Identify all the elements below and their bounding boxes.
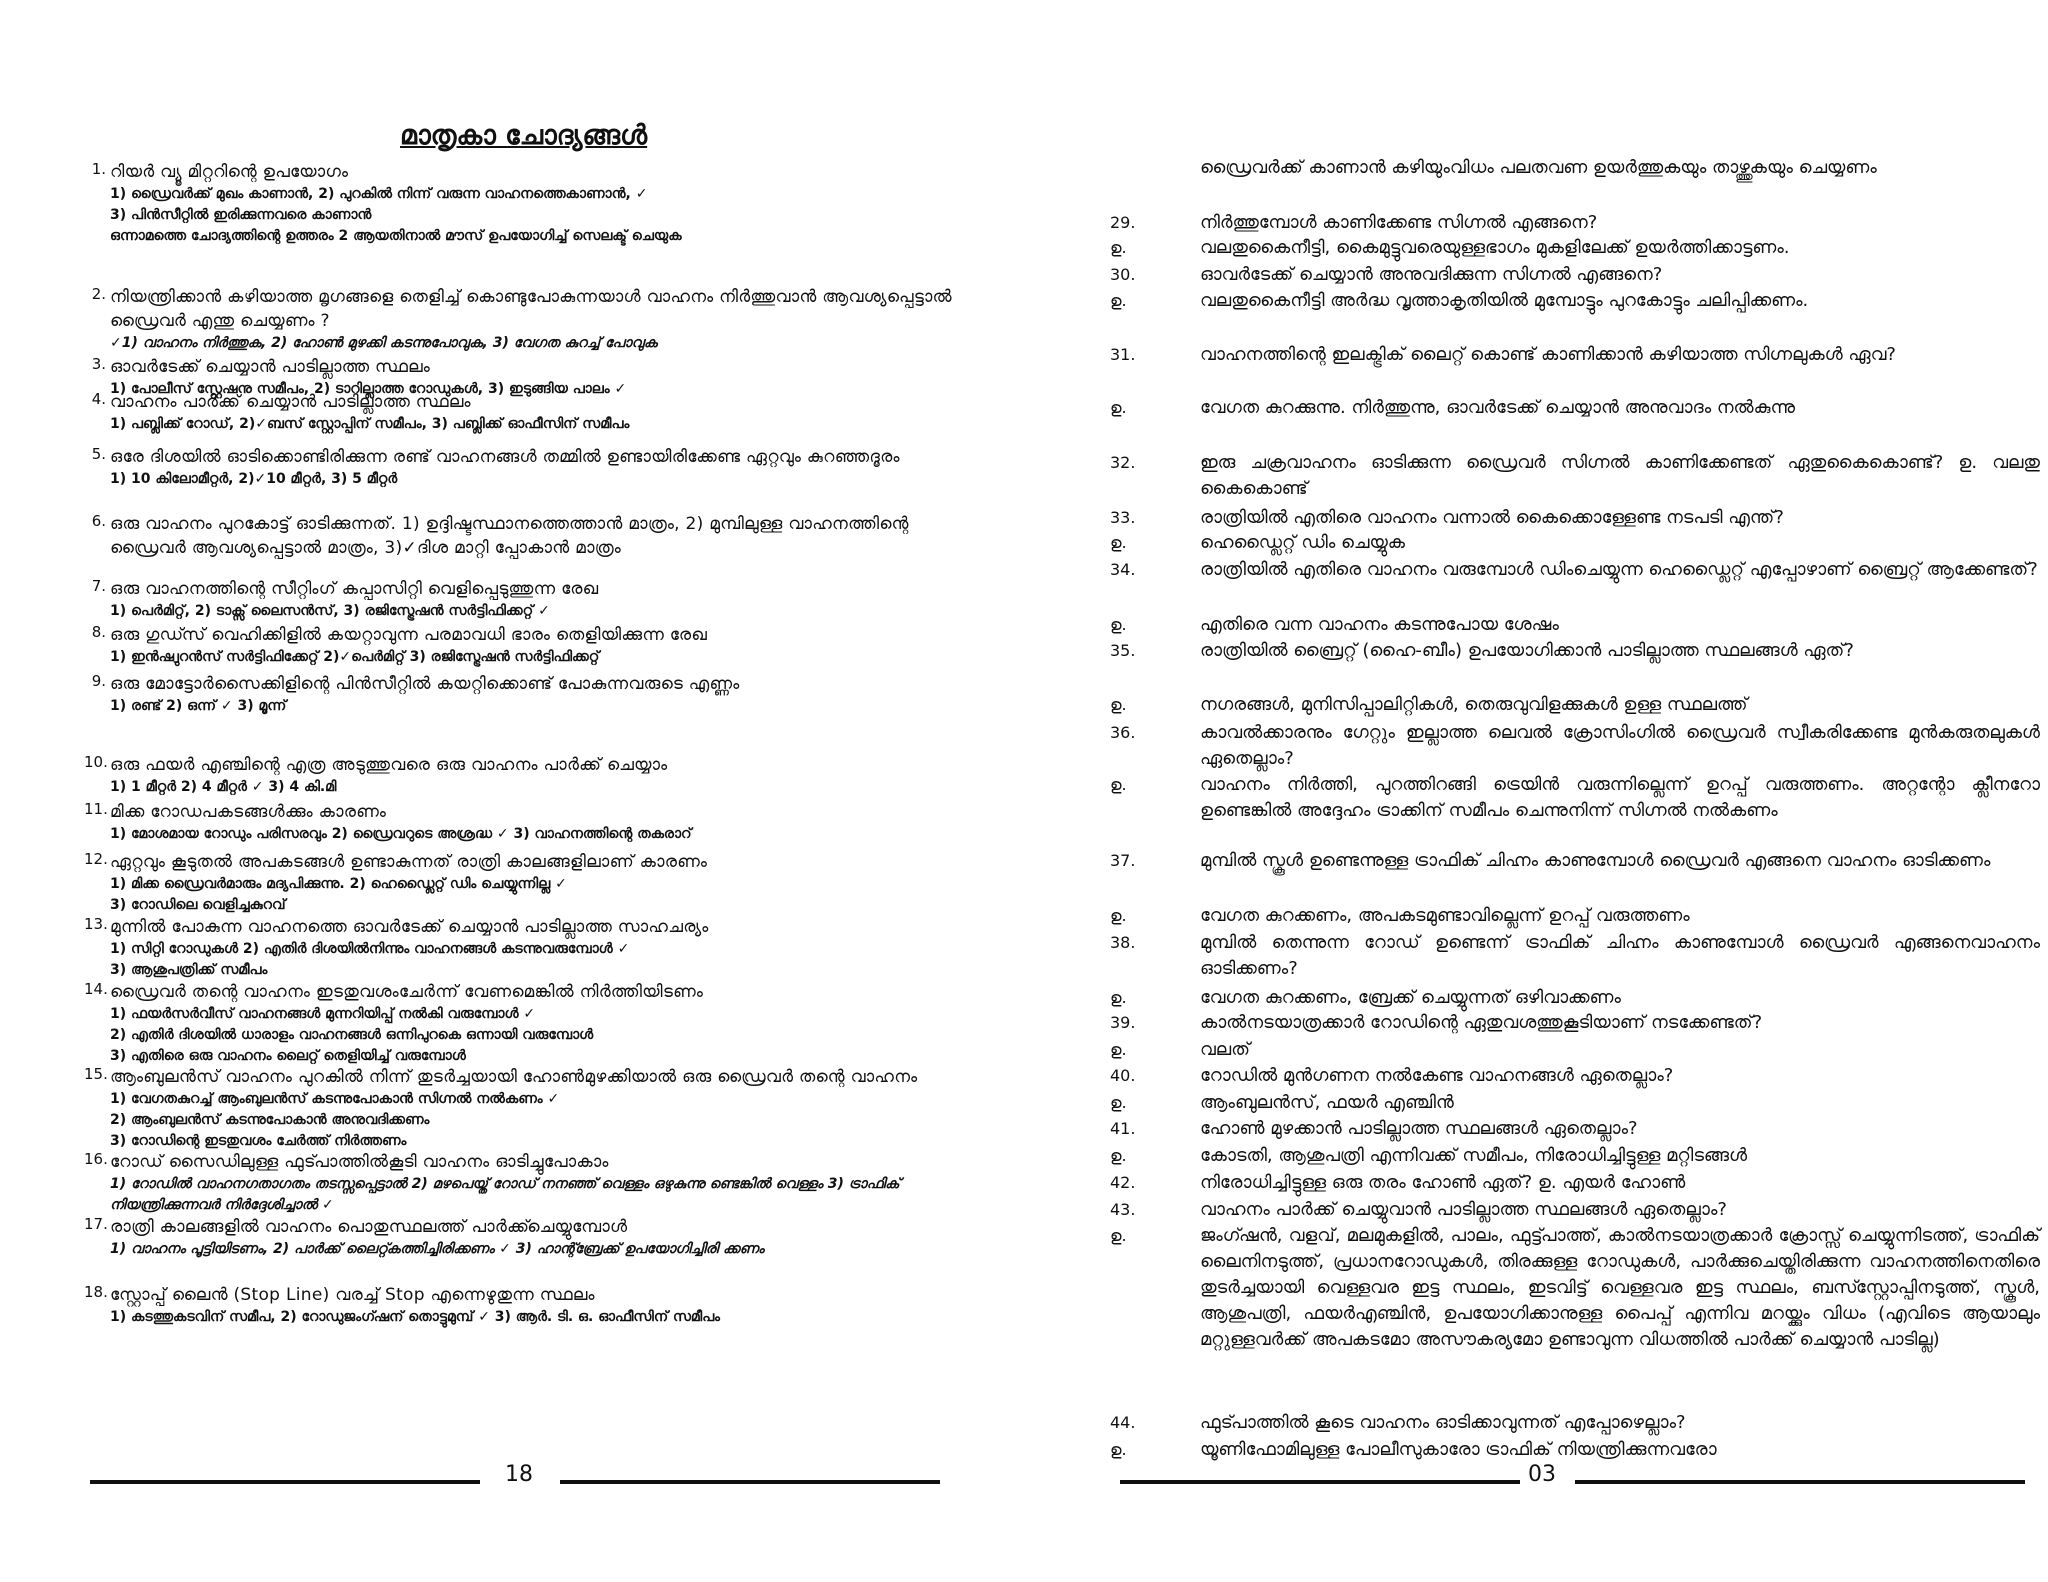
question-number: 4. <box>91 390 106 408</box>
item-text: വാഹനം പാർക്ക് ചെയ്യുവാൻ പാടില്ലാത്ത സ്ഥലങ്ങൾ ഏതെല്ലാം? <box>1200 1199 1727 1220</box>
footer-rule-right <box>560 1480 940 1484</box>
question-text: സ്റ്റോപ്പ് ലൈൻ (Stop Line) വരച്ച് Stop എന്നെഴുതുന്ന സ്ഥലം <box>110 1285 595 1305</box>
answer-item <box>1110 1037 2040 1063</box>
answer-options: 1) റോഡിൽ വാഹനഗതാഗതം തടസ്സപ്പെട്ടാൽ 2) മഴപെയ്ത് റോഡ് നനഞ്ഞ് വെള്ളം ഒഴുകുന്നു ണ്ടെങ്കിൽ വെള്ളം 3) ട്രാഫിക് നിയന്ത്രിക്കുന്നവർ നിർദ്ദേശിച്ചാൽ ✓ <box>110 1176 900 1213</box>
question-item <box>1110 210 2040 236</box>
item-number: ഉ. <box>1110 291 1127 310</box>
item-number: 35. <box>1110 641 1136 660</box>
item-number: ഉ. <box>1110 1093 1127 1112</box>
question-text: റോഡ് സൈഡിലുള്ള ഫുട്പാത്തിൽകൂടി വാഹനം ഓടിച്ചുപോകാം <box>110 1152 609 1172</box>
answer-item <box>1110 692 2040 718</box>
question-number: 3. <box>91 355 106 373</box>
question-item <box>1110 638 2040 664</box>
answer-options: 1) രണ്ട് 2) ഒന്ന് ✓ 3) മൂന്ന് <box>110 698 287 714</box>
question-number: 9. <box>91 672 106 690</box>
item-text: ഓവർടേക്ക് ചെയ്യാൻ അനുവദിക്കുന്ന സിഗ്നൽ എങ്ങനെ? <box>1200 264 1663 285</box>
question-item <box>91 512 970 560</box>
answer-options: 3) റോഡിന്റെ ഇടതുവശം ചേർത്ത് നിർത്തണം <box>110 1133 407 1149</box>
question-number: 11. <box>84 800 108 818</box>
question-text: ഒരു ഗുഡ്സ് വെഹിക്കിളിൽ കയറ്റാവുന്ന പരമാവധി ഭാരം തെളിയിക്കുന്ന രേഖ <box>110 625 708 645</box>
item-text: എതിരെ വന്ന വാഹനം കടന്നുപോയ ശേഷം <box>1200 614 1559 635</box>
question-text: റിയർ വ്യൂ മിറ്ററിന്റെ ഉപയോഗം <box>110 162 349 182</box>
question-item <box>84 1215 970 1260</box>
item-number: ഉ. <box>1110 988 1127 1007</box>
item-number: ഉ. <box>1110 1040 1127 1059</box>
item-text: വലതുകൈനീട്ടി അർദ്ധ വൃത്താകൃതിയിൽ മുമ്പോട്ടും പുറകോട്ടും ചലിപ്പിക്കണം. <box>1200 290 1809 311</box>
question-text: നിയന്ത്രിക്കാൻ കഴിയാത്ത മൃഗങ്ങളെ തെളിച്ച് കൊണ്ടുപോകുന്നയാൾ വാഹനം നിർത്തുവാൻ ആവശ്യപ്പെട്ടാൽ ഡ്രൈവർ എന്തു ചെയ്യണം ? <box>110 287 952 331</box>
answer-options: 1) മിക്ക ഡ്രൈവർമാരും മദ്യപിക്കുന്നു. 2) ഹെഡ്ലൈറ്റ് ഡിം ചെയ്യുന്നില്ല ✓ <box>110 876 567 892</box>
item-number: ഉ. <box>1110 1440 1127 1459</box>
answer-options: 1) പബ്ലിക്ക് റോഡ്, 2)✓ബസ് സ്റ്റോപ്പിന് സമീപം, 3) പബ്ലിക്ക് ഓഫീസിന് സമീപം <box>110 416 630 432</box>
item-text: ഫുട്പാത്തിൽ കൂടെ വാഹനം ഓടിക്കാവുന്നത് എപ്പോഴെല്ലാം? <box>1200 1412 1686 1433</box>
item-text: വലതുകൈനീട്ടി, കൈമുട്ടുവരെയുള്ളഭാഗം മുകളിലേക്ക് ഉയർത്തിക്കാട്ടണം. <box>1200 237 1790 258</box>
footer-rule-left <box>90 1480 480 1484</box>
question-item <box>1110 1116 2040 1142</box>
question-item <box>1110 1170 2040 1196</box>
question-item <box>91 390 970 435</box>
item-number: 40. <box>1110 1066 1136 1085</box>
question-item <box>84 753 970 798</box>
question-text: ഡ്രൈവർ തന്റെ വാഹനം ഇടതുവശംചേർന്ന് വേണമെങ്കിൽ നിർത്തിയിടണം <box>110 982 704 1002</box>
question-number: 16. <box>84 1150 108 1168</box>
question-number: 18. <box>84 1283 108 1301</box>
question-number: 14. <box>84 980 108 998</box>
answer-options: 2) എതിർ ദിശയിൽ ധാരാളം വാഹനങ്ങൾ ഒന്നിപുറകെ ഒന്നായി വരുമ്പോൾ <box>110 1027 594 1043</box>
item-number: 41. <box>1110 1119 1136 1138</box>
footer-rule-left <box>1120 1480 1520 1484</box>
question-item <box>1110 1410 2040 1436</box>
question-item <box>91 672 970 717</box>
item-text: വേഗത കുറക്കണം, അപകടമുണ്ടാവില്ലെന്ന് ഉറപ്പ് വരുത്തണം <box>1200 905 1690 926</box>
question-item <box>84 1065 970 1152</box>
question-item <box>1110 720 2040 772</box>
question-item <box>84 980 970 1067</box>
item-number: 44. <box>1110 1413 1136 1432</box>
item-text: യൂണിഫോമിലുള്ള പോലീസുകാരോ ട്രാഫിക് നിയന്ത്രിക്കുന്നവരോ <box>1200 1439 1717 1460</box>
answer-options: 1) വേഗതകുറച്ച് ആംബുലൻസ് കടന്നുപോകാൻ സിഗ്നൽ നൽകണം ✓ <box>110 1091 560 1107</box>
answer-item <box>1110 235 2040 261</box>
item-number: ഉ. <box>1110 238 1127 257</box>
question-text: രാത്രി കാലങ്ങളിൽ വാഹനം പൊതുസ്ഥലത്ത് പാർക്ക്ചെയ്യുമ്പോൾ <box>110 1217 628 1237</box>
item-number: 31. <box>1110 345 1136 364</box>
answer-options: 3) പിൻസീറ്റിൽ ഇരിക്കുന്നവരെ കാണാൻ <box>110 207 372 223</box>
question-item <box>1110 848 2040 874</box>
item-text: ഡ്രൈവർക്ക് കാണാൻ കഴിയുംവിധം പലതവണ ഉയർത്തുകയും താഴ്ത്തുകയും ചെയ്യണം <box>1200 157 1877 178</box>
question-number: 8. <box>91 623 106 641</box>
question-item <box>84 1283 970 1328</box>
question-number: 17. <box>84 1215 108 1233</box>
question-item <box>91 577 970 622</box>
item-text: നിർത്തുമ്പോൾ കാണിക്കേണ്ട സിഗ്നൽ എങ്ങനെ? <box>1200 212 1598 233</box>
answer-options: 3) എതിരെ ഒരു വാഹനം ലൈറ്റ് തെളിയിച്ച് വരുമ്പോൾ <box>110 1048 466 1064</box>
item-text: നഗരങ്ങൾ, മുനിസിപ്പാലിറ്റികൾ, തെരുവുവിളക്കുകൾ ഉള്ള സ്ഥലത്ത് <box>1200 694 1748 715</box>
answer-options: 2) ആംബുലൻസ് കടന്നുപോകാൻ അനുവദിക്കണം <box>110 1112 430 1128</box>
item-number: ഉ. <box>1110 615 1127 634</box>
question-text: ഒരു വാഹനം പുറകോട്ട് ഓടിക്കുന്നത്. 1) ഉദ്ദിഷ്ടസ്ഥാനത്തെത്താൻ മാത്രം, 2) മുമ്പിലുള്ള വാഹനത്തിന്റെ ഡ്രൈവർ ആവശ്യപ്പെട്ടാൽ മാത്രം, 3)✓ദിശ മാറ്റി പ്പോകാൻ മാത്രം <box>110 514 909 558</box>
question-text: ഒരു വാഹനത്തിന്റെ സീറ്റിംഗ് കപ്പാസിറ്റി വെളിപ്പെടുത്തുന്ന രേഖ <box>110 579 599 599</box>
item-text: മുമ്പിൽ സ്കൂൾ ഉണ്ടെന്നുള്ള ട്രാഫിക് ചിഹ്നം കാണുമ്പോൾ ഡ്രൈവർ എങ്ങനെ വാഹനം ഓടിക്കണം <box>1200 850 1991 871</box>
page-title: മാതൃകാ ചോദ്യങ്ങൾ <box>400 120 648 151</box>
question-text: ഒരു ഫയർ എഞ്ചിന്റെ എത്ര അടുത്തുവരെ ഒരു വാഹനം പാർക്ക് ചെയ്യാം <box>110 755 668 775</box>
question-item <box>84 850 970 916</box>
item-number: 38. <box>1110 933 1136 952</box>
answer-item <box>1110 1090 2040 1116</box>
question-text: മിക്ക റോഡപകടങ്ങൾക്കും കാരണം <box>110 802 387 822</box>
question-number: 2. <box>91 285 106 303</box>
item-text: രാത്രിയിൽ എതിരെ വാഹനം വരുമ്പോൾ ഡിംചെയ്യുന്ന ഹെഡ്ലൈറ്റ് എപ്പോഴാണ് ബ്രൈറ്റ് ആക്കേണ്ടത്? <box>1200 559 2038 580</box>
item-text: ആംബുലൻസ്, ഫയർ എഞ്ചിൻ <box>1200 1092 1454 1113</box>
question-item <box>1110 342 2040 368</box>
answer-item <box>1110 1223 2040 1353</box>
answer-options: 1) ഇൻഷ്വുറൻസ് സർട്ടിഫിക്കേറ്റ് 2)✓പെർമിറ്റ് 3) രജിസ്ട്രേഷൻ സർട്ടിഫിക്കറ്റ് <box>110 649 600 665</box>
question-item <box>91 445 970 490</box>
item-text: ജംഗ്ഷൻ, വളവ്, മലമുകളിൽ, പാലം, ഫുട്ട്പാത്ത്, കാൽനടയാത്രക്കാർ ക്രോസ്സ് ചെയ്യുന്നിടത്ത്, ട്രാഫിക് ലൈനിനടുത്ത്, പ്രധാനറോഡുകൾ, തിരക്കുള്ള റോഡുകൾ, പാർക്കുചെയ്തിരിക്കുന്ന വാഹനത്തിനെതിരെ തുടർച്ചയായി വെള്ളവര ഇട്ട സ്ഥലം, ഇടവിട്ട് വെള്ളവര ഇട്ട സ്ഥലം, ബസ്സ്റ്റോപ്പിനടുത്ത്, സ്കൂൾ, ആശുപത്രി, ഫയർഎഞ്ചിൻ, ഉപയോഗിക്കാനുള്ള പൈപ്പ് എന്നിവ മറയ്ക്കും വിധം (എവിടെ ആയാലും മറ്റുള്ളവർക്ക് അപകടമോ അസൗകര്യമോ ഉണ്ടാവുന്ന വിധത്തിൽ പാർക്ക് ചെയ്യാൻ പാടില്ല) <box>1200 1225 2040 1350</box>
item-number: ഉ. <box>1110 1226 1127 1245</box>
answer-item <box>1110 772 2040 824</box>
question-item <box>84 800 970 845</box>
answer-item <box>1110 1437 2040 1463</box>
answer-options: 1) പോലീസ് സ്റ്റേഷനു സമീപം, 2) ടാറില്ലാത്ത റോഡുകൾ, 3) ഇടുങ്ങിയ പാലം ✓ <box>110 381 627 397</box>
right-page <box>1100 0 2048 1582</box>
answer-item <box>1110 612 2040 638</box>
left-page <box>0 0 1000 1582</box>
question-item <box>1110 557 2040 583</box>
item-number: 32. <box>1110 453 1136 472</box>
question-text: വാഹനം പാർക്ക് ചെയ്യാൻ പാടില്ലാത്ത സ്ഥലം <box>110 392 471 412</box>
footer-rule-right <box>1575 1480 2025 1484</box>
item-text: വാഹനം നിർത്തി, പുറത്തിറങ്ങി ട്രെയിൻ വരുന്നില്ലെന്ന് ഉറപ്പ് വരുത്തണം. അറ്റന്റോ ക്ലീനറോ ഉണ്ടെങ്കിൽ അദ്ദേഹം ട്രാക്കിന് സമീപം ചെന്നുനിന്ന് സിഗ്നൽ നൽകണം <box>1200 774 2040 821</box>
answer-options: ഒന്നാമത്തെ ചോദ്യത്തിന്റെ ഉത്തരം 2 ആയതിനാൽ മൗസ് ഉപയോഗിച്ച് സെലക്ട് ചെയുക <box>110 228 682 244</box>
answer-options: 1) കടത്തുകടവിന് സമീപ, 2) റോഡുജംഗ്ഷന് തൊട്ടുമുമ്പ് ✓ 3) ആർ. ടി. ഒ. ഓഫീസിന് സമീപം <box>110 1309 721 1325</box>
question-item <box>1200 155 2040 181</box>
item-number: ഉ. <box>1110 1146 1127 1165</box>
item-number: 39. <box>1110 1013 1136 1032</box>
answer-options: 3) റോഡിലെ വെളിച്ചകുറവ് <box>110 897 286 913</box>
item-text: കോടതി, ആശുപത്രി എന്നിവക്ക് സമീപം, നിരോധിച്ചിട്ടുള്ള മറ്റിടങ്ങൾ <box>1200 1145 1748 1166</box>
answer-item <box>1110 288 2040 314</box>
question-number: 15. <box>84 1065 108 1083</box>
item-number: ഉ. <box>1110 695 1127 714</box>
item-number: 29. <box>1110 213 1136 232</box>
answer-item <box>1110 530 2040 556</box>
answer-options: 1) വാഹനം പൂട്ടിയിടണം, 2) പാർക്ക് ലൈറ്റ്കത്തിച്ചിരിക്കണം ✓ 3) ഹാന്റ്ബ്രേക്ക് ഉപയോഗിച്ചിരി ക്കണം <box>110 1241 765 1257</box>
item-number: 30. <box>1110 265 1136 284</box>
question-number: 5. <box>91 445 106 463</box>
question-number: 6. <box>91 512 106 530</box>
question-text: മുന്നിൽ പോകുന്ന വാഹനത്തെ ഓവർടേക്ക് ചെയ്യാൻ പാടില്ലാത്ത സാഹചര്യം <box>110 917 709 937</box>
item-text: വാഹനത്തിന്റെ ഇലക്ട്രിക് ലൈറ്റ് കൊണ്ട് കാണിക്കാൻ കഴിയാത്ത സിഗ്നലുകൾ ഏവ? <box>1200 344 1896 365</box>
item-text: വേഗത കുറക്കണം, ബ്രേക്ക് ചെയ്യുന്നത് ഒഴിവാക്കണം <box>1200 987 1621 1008</box>
question-item <box>91 160 970 247</box>
answer-options: 1) 10 കിലോമീറ്റർ, 2)✓10 മീറ്റർ, 3) 5 മീറ്റർ <box>110 471 398 487</box>
question-number: 1. <box>91 160 106 178</box>
item-number: 36. <box>1110 723 1136 742</box>
answer-options: 1) മോശമായ റോഡും പരിസരവും 2) ഡ്രൈവറുടെ അശ്രദ്ധ ✓ 3) വാഹനത്തിന്റെ തകരാറ് <box>110 826 692 842</box>
item-text: കാൽനടയാത്രക്കാർ റോഡിന്റെ ഏതുവശത്തുകൂടിയാണ് നടക്കേണ്ടത്? <box>1200 1012 1763 1033</box>
item-number: ഉ. <box>1110 775 1127 794</box>
answer-item <box>1110 1143 2040 1169</box>
answer-options: 1) സിറ്റി റോഡുകൾ 2) എതിർ ദിശയിൽനിന്നും വാഹനങ്ങൾ കടന്നുവരുമ്പോൾ ✓ <box>110 941 630 957</box>
question-item <box>1110 1010 2040 1036</box>
question-item <box>1110 262 2040 288</box>
answer-options: 1) ഡ്രൈവർക്ക് മുഖം കാണാൻ, 2) പുറകിൽ നിന്ന് വരുന്ന വാഹനത്തെകാണാൻ, ✓ <box>110 186 648 202</box>
question-text: ഒരേ ദിശയിൽ ഓടിക്കൊണ്ടിരിക്കുന്ന രണ്ട് വാഹനങ്ങൾ തമ്മിൽ ഉണ്ടായിരിക്കേണ്ട ഏറ്റവും കുറഞ്ഞദൂരം <box>110 447 900 467</box>
item-number: 37. <box>1110 851 1136 870</box>
item-text: റോഡിൽ മുൻഗണന നൽകേണ്ട വാഹനങ്ങൾ ഏതെല്ലാം? <box>1200 1065 1674 1086</box>
item-text: നിരോധിച്ചിട്ടുള്ള ഒരു തരം ഹോൺ ഏത്? ഉ. എയർ ഹോൺ <box>1200 1172 1686 1193</box>
answer-options: 1) 1 മീറ്റർ 2) 4 മീറ്റർ ✓ 3) 4 കി.മി <box>110 779 337 795</box>
question-item <box>1110 1063 2040 1089</box>
answer-options: 3) ആശുപത്രിക്ക് സമീപം <box>110 962 268 978</box>
item-number: 42. <box>1110 1173 1136 1192</box>
answer-options: ✓1) വാഹനം നിർത്തുക, 2) ഹോൺ മുഴക്കി കടന്നുപോവുക, 3) വേഗത കുറച്ച് പോവുക <box>110 335 658 351</box>
item-text: വേഗത കുറക്കുന്നു. നിർത്തുന്നു, ഓവർടേക്ക് ചെയ്യാൻ അനുവാദം നൽകുന്നു <box>1200 397 1796 418</box>
question-number: 10. <box>84 753 108 771</box>
item-number: 43. <box>1110 1200 1136 1219</box>
question-item <box>91 285 970 354</box>
question-item <box>1110 505 2040 531</box>
item-number: 33. <box>1110 508 1136 527</box>
item-text: രാത്രിയിൽ ബ്രൈറ്റ് (ഹൈ-ബീം) ഉപയോഗിക്കാൻ പാടില്ലാത്ത സ്ഥലങ്ങൾ ഏത്? <box>1200 640 1854 661</box>
item-text: വലത് <box>1200 1039 1250 1060</box>
item-number: 34. <box>1110 560 1136 579</box>
answer-item <box>1110 903 2040 929</box>
question-text: ആംബുലൻസ് വാഹനം പുറകിൽ നിന്ന് തുടർച്ചയായി ഹോൺമുഴക്കിയാൽ ഒരു ഡ്രൈവർ തന്റെ വാഹനം <box>110 1067 918 1087</box>
answer-item <box>1110 985 2040 1011</box>
question-item <box>91 623 970 668</box>
question-item <box>1110 450 2040 502</box>
question-item <box>1110 930 2040 982</box>
question-item <box>84 1150 970 1216</box>
page-number: 03 <box>1528 1462 1556 1487</box>
item-number: ഉ. <box>1110 906 1127 925</box>
question-item <box>1110 1197 2040 1223</box>
item-text: ഹെഡ്ലൈറ്റ് ഡിം ചെയ്യുക <box>1200 532 1405 553</box>
question-number: 7. <box>91 577 106 595</box>
item-text: മുമ്പിൽ തെന്നുന്ന റോഡ് ഉണ്ടെന്ന് ട്രാഫിക് ചിഹ്നം കാണുമ്പോൾ ഡ്രൈവർ എങ്ങനെവാഹനം ഓടിക്കണം? <box>1200 932 2040 979</box>
item-number: ഉ. <box>1110 398 1127 417</box>
item-text: കാവൽക്കാരനും ഗേറ്റും ഇല്ലാത്ത ലെവൽ ക്രോസിംഗിൽ ഡ്രൈവർ സ്വീകരിക്കേണ്ട മുൻകരുതലുകൾ ഏതെല്ലാം? <box>1200 722 2040 769</box>
page-number: 18 <box>505 1462 533 1487</box>
answer-options: 1) പെർമിറ്റ്, 2) ടാക്സ് ലൈസൻസ്, 3) രജിസ്ട്രേഷൻ സർട്ടിഫിക്കറ്റ് ✓ <box>110 603 550 619</box>
question-text: ഏറ്റവും കൂടുതൽ അപകടങ്ങൾ ഉണ്ടാകുന്നത് രാത്രി കാലങ്ങളിലാണ് കാരണം <box>110 852 708 872</box>
question-text: ഒരു മോട്ടോർസൈക്കിളിന്റെ പിൻസീറ്റിൽ കയറ്റിക്കൊണ്ട് പോകുന്നവരുടെ എണ്ണം <box>110 674 740 694</box>
item-number: ഉ. <box>1110 533 1127 552</box>
item-text: ഇരു ചക്രവാഹനം ഓടിക്കുന്ന ഡ്രൈവർ സിഗ്നൽ കാണിക്കേണ്ടത് ഏതുകൈകൊണ്ട്? ഉ. വലതു കൈകൊണ്ട് <box>1200 452 2040 499</box>
question-item <box>84 915 970 981</box>
question-text: ഓവർടേക്ക് ചെയ്യാൻ പാടില്ലാത്ത സ്ഥലം <box>110 357 431 377</box>
item-text: ഹോൺ മുഴക്കാൻ പാടില്ലാത്ത സ്ഥലങ്ങൾ ഏതെല്ലാം? <box>1200 1118 1638 1139</box>
answer-item <box>1110 395 2040 421</box>
question-number: 13. <box>84 915 108 933</box>
question-number: 12. <box>84 850 108 868</box>
answer-options: 1) ഫയർസർവീസ് വാഹനങ്ങൾ മുന്നറിയിപ്പ് നൽകി വരുമ്പോൾ ✓ <box>110 1006 536 1022</box>
item-text: രാത്രിയിൽ എതിരെ വാഹനം വന്നാൽ കൈക്കൊള്ളേണ്ട നടപടി എന്ത്? <box>1200 507 1784 528</box>
